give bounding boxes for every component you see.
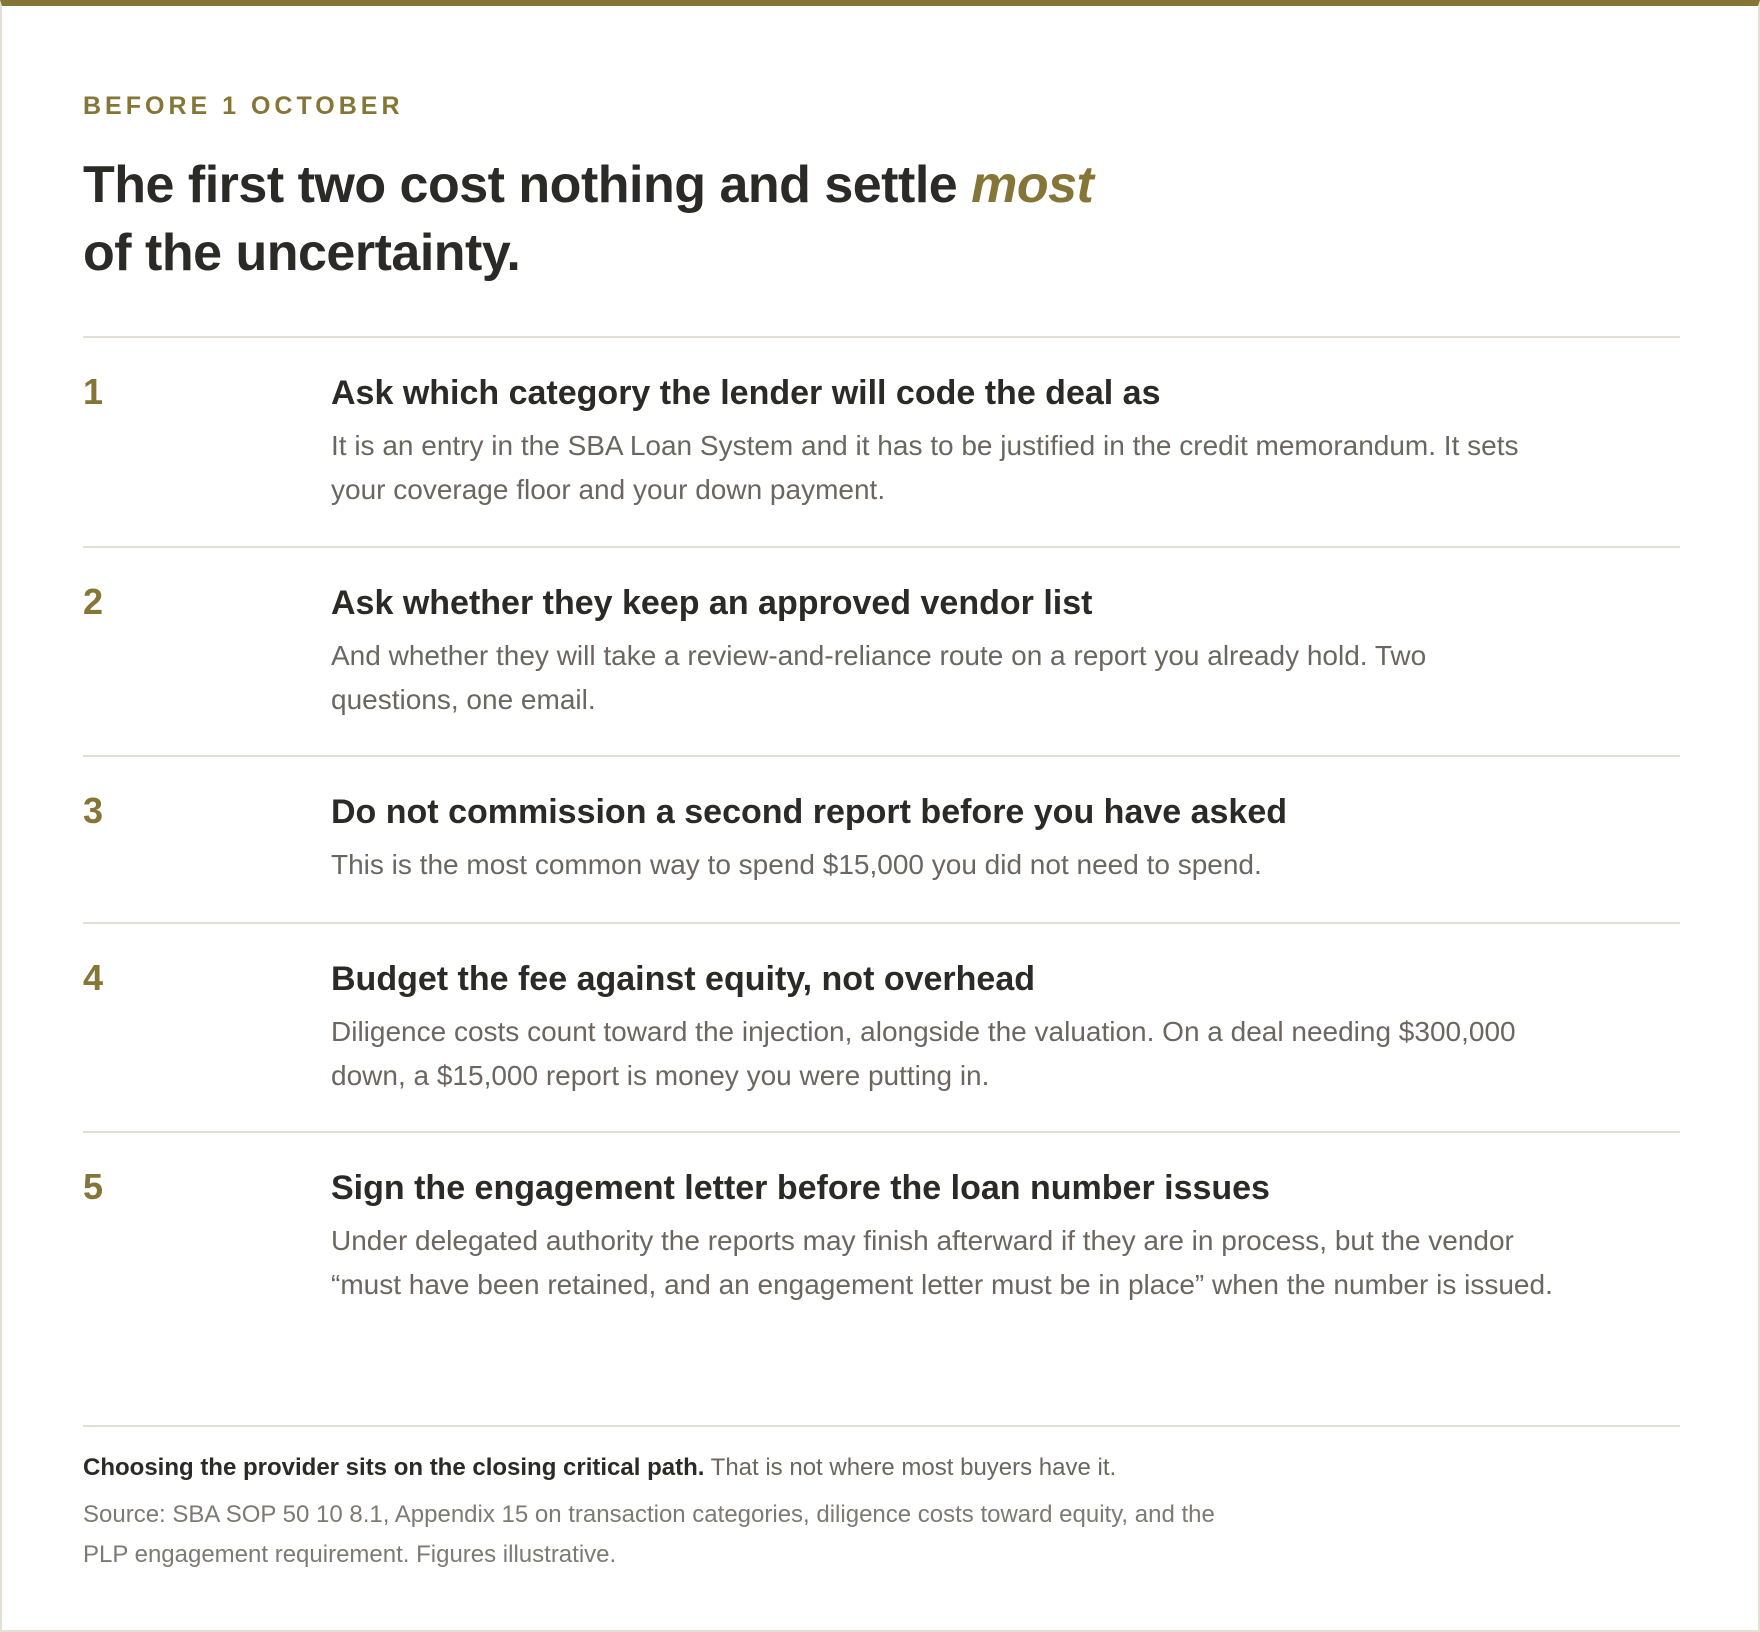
step-title: Budget the fee against equity, not overhead <box>331 960 1036 998</box>
step-number: 1 <box>83 371 104 412</box>
step-text: Diligence costs count toward the injection, alongside the valuation. On a deal needing $300,000 down, a $15,000 report is money you were putting in. <box>331 1016 1516 1091</box>
step-item <box>83 1133 1680 1427</box>
headline-part2: of the uncertainty. <box>83 224 521 282</box>
steps-list <box>83 336 1680 1427</box>
step-number: 2 <box>83 581 104 622</box>
step-text: This is the most common way to spend $15,000 you did not need to spend. <box>331 849 1262 880</box>
step-number: 5 <box>83 1166 104 1207</box>
step-number: 4 <box>83 957 104 998</box>
step-title: Ask whether they keep an approved vendor list <box>331 584 1093 622</box>
step-number: 3 <box>83 790 104 831</box>
step-item <box>83 548 1680 757</box>
footer-note <box>83 1451 1680 1485</box>
step-item <box>83 924 1680 1133</box>
step-title: Do not commission a second report before you have asked <box>331 793 1288 831</box>
step-body <box>331 548 1561 722</box>
step-title: Ask which category the lender will code the deal as <box>331 374 1161 412</box>
step-body <box>331 338 1561 512</box>
source-citation: Source: SBA SOP 50 10 8.1, Appendix 15 on transaction categories, diligence costs toward equity, and the PLP engagement requirement. Figures illustrative. <box>83 1501 1215 1568</box>
step-item <box>83 757 1680 924</box>
step-item <box>83 338 1680 548</box>
eyebrow-label: BEFORE 1 OCTOBER <box>83 92 404 120</box>
step-title: Sign the engagement letter before the loan number issues <box>331 1169 1270 1207</box>
step-body <box>331 757 1561 887</box>
step-body <box>331 924 1561 1098</box>
step-body <box>331 1133 1561 1307</box>
page-title <box>83 151 1093 287</box>
footer <box>83 1451 1680 1575</box>
step-text: It is an entry in the SBA Loan System and it has to be justified in the credit memorandum. It sets your coverage floor and your down payment. <box>331 430 1519 505</box>
footer-note-rest: That is not where most buyers have it. <box>704 1454 1117 1481</box>
step-text: And whether they will take a review-and-reliance route on a report you already hold. Two questions, one email. <box>331 640 1427 715</box>
headline-accent: most <box>971 156 1094 214</box>
footer-note-strong: Choosing the provider sits on the closing critical path. <box>83 1454 705 1481</box>
headline-part1: The first two cost nothing and settle <box>83 156 972 214</box>
step-text: Under delegated authority the reports may finish afterward if they are in process, but the vendor “must have been retained, and an engagement letter must be in place” when the number is issued. <box>331 1225 1553 1300</box>
